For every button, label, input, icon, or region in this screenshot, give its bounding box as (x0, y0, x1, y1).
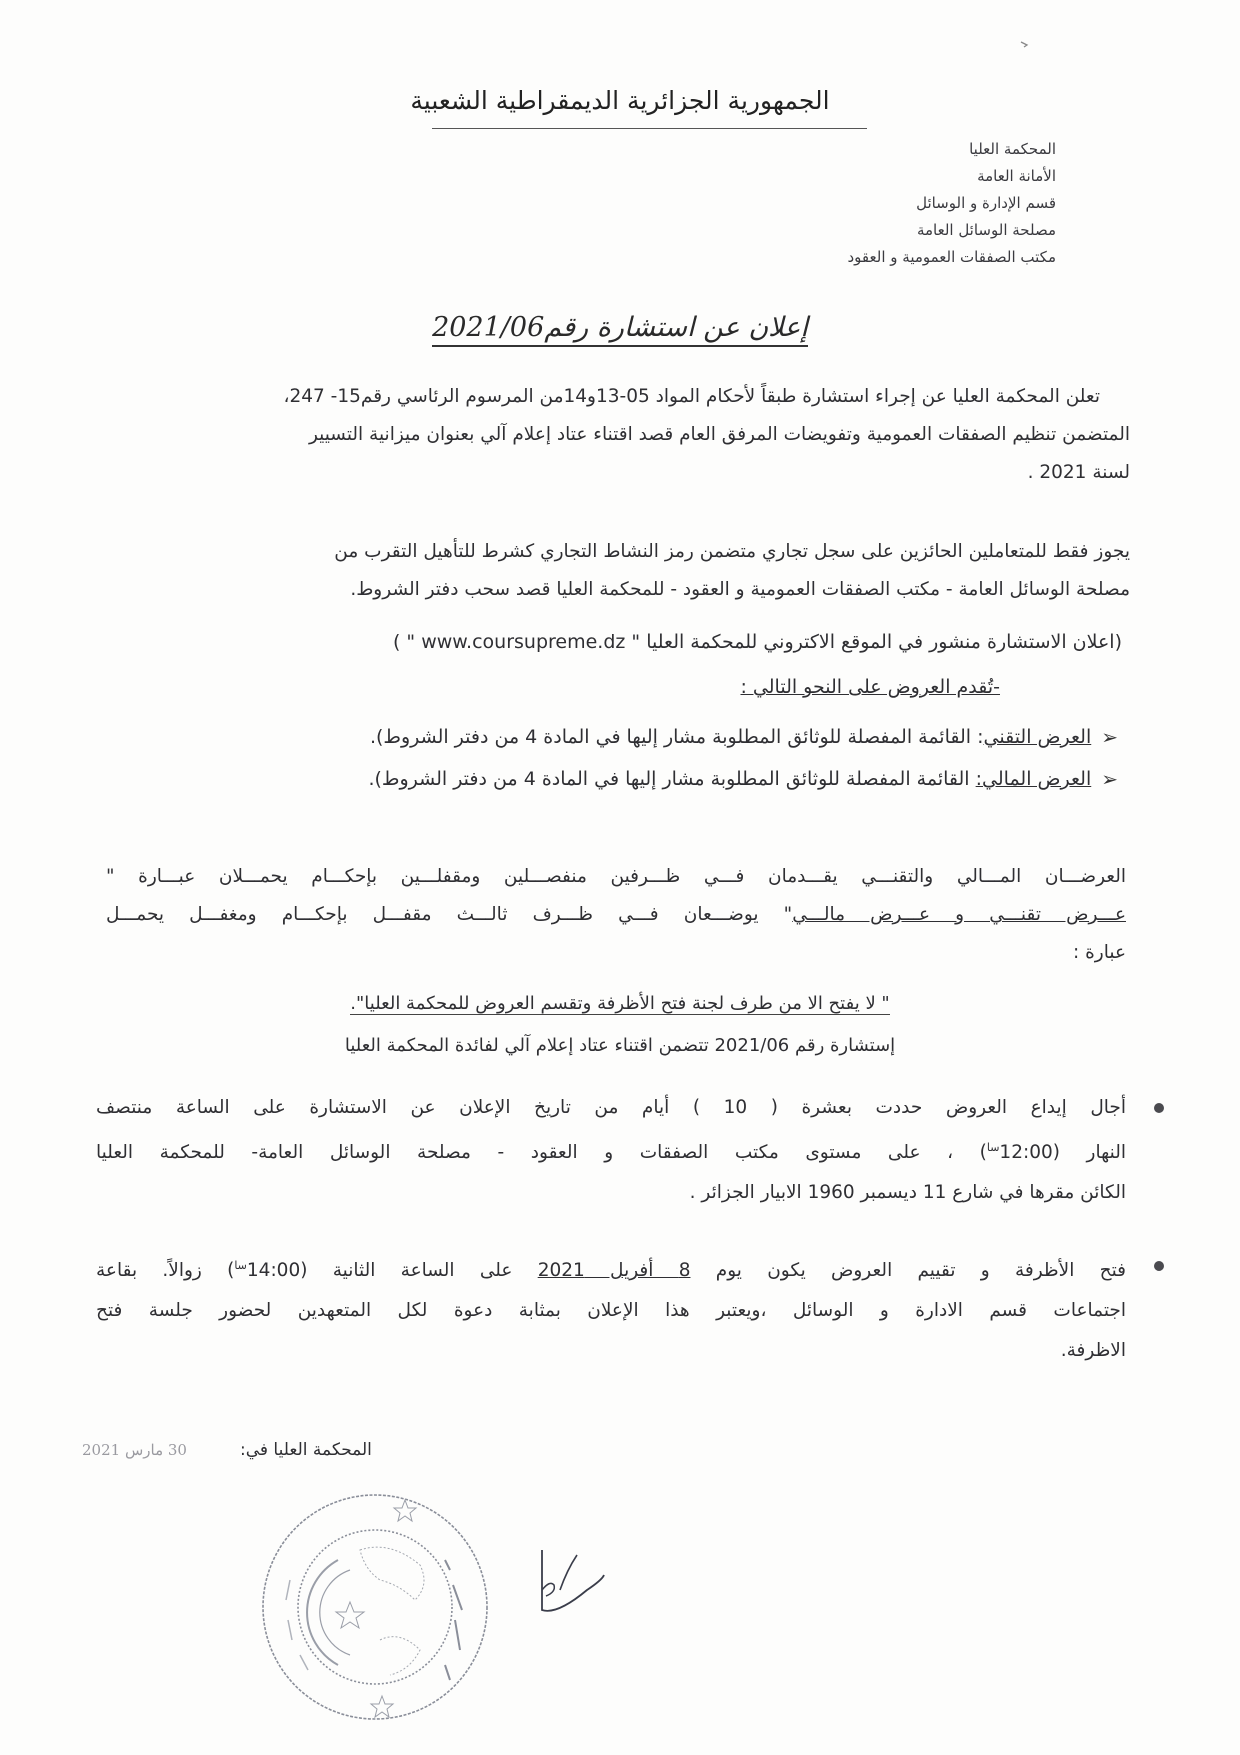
bullet-line (96, 1128, 1126, 1173)
paragraph-line (106, 896, 1126, 934)
offer-text: القائمة المفصلة للوثائق المطلوبة مشار إليها في المادة 4 من دفتر الشروط). (368, 768, 976, 790)
institution-line: مصلحة الوسائل العامة (916, 221, 1056, 239)
offer-text: : القائمة المفصلة للوثائق المطلوبة مشار إليها في المادة 4 من دفتر الشروط). (369, 726, 984, 748)
intro-paragraph (80, 378, 1130, 492)
paragraph-text: " يوضـــعان فـــي ظـــرف ثالـــث مقفـــل بإحكـــام ومغفـــل يحمـــل (106, 904, 793, 925)
envelope-paragraph (106, 858, 1126, 972)
offer-content (368, 768, 1091, 790)
arrow-bullet-icon: ➢ (1101, 767, 1118, 791)
bullet-text: النهار (12:00 (999, 1142, 1126, 1164)
bullet-line: أجال إيداع العروض حددت بعشرة ( 10 ) أيام من تاريخ الإعلان عن الاستشارة على الساعة منتصف (96, 1097, 1126, 1118)
paragraph-text: تعلن المحكمة العليا عن إجراء استشارة طبقاً لأحكام المواد 05-13و14من المرسوم الرئاسي رقم15- 247، (283, 386, 1100, 407)
bullet-text: على الساعة الثانية (14:00 (246, 1260, 538, 1282)
paragraph-line: يجوز فقط للمتعاملين الحائزين على سجل تجاري متضمن رمز النشاط التجاري كشرط للتأهيل التقرب من (334, 541, 1130, 562)
opening-bullet (96, 1246, 1126, 1371)
heading-underline (432, 128, 867, 129)
institution-line: مكتب الصفقات العمومية و العقود (847, 248, 1056, 266)
bullet-dot-icon (1154, 1103, 1164, 1113)
title-text: إعلان عن استشارة رقم2021/06 (432, 312, 808, 347)
institution-header (696, 136, 1056, 271)
bullet-text: فتح الأظرفة و تقييم العروض يكون يوم (690, 1260, 1126, 1282)
bullet-line: اجتماعات قسم الادارة و الوسائل ،ويعتبر هذا الإعلان بمثابة دعوة لكل المتعهدين لحضور جلسة فتح (96, 1300, 1126, 1322)
scan-mark (1020, 40, 1030, 48)
offer-label: العرض المالي: (975, 768, 1092, 790)
bullet-line: الكائن مقرها في شارع 11 ديسمبر 1960 الابيار الجزائر . (689, 1182, 1126, 1204)
arrow-bullet-icon: ➢ (1101, 725, 1118, 749)
paragraph-line: العرضـــان المـــالي والتقنـــي يقـــدمان فـــي ظـــرفين منفصـــلين ومقفلـــين بإحكـــام يحمـــلان عبـــارة " (106, 866, 1126, 887)
underlined-phrase: عـــرض تقنـــي و عـــرض مالـــي (792, 904, 1126, 925)
republic-heading: الجمهورية الجزائرية الديمقراطية الشعبية (410, 86, 830, 115)
paragraph-line: عبارة : (1073, 942, 1126, 963)
envelope-quote (0, 993, 1240, 1014)
offer-item-technical (370, 725, 1118, 749)
consultation-subtitle: إستشارة رقم 2021/06 تتضمن اقتناء عتاد إعلام آلي لفائدة المحكمة العليا (344, 1035, 896, 1056)
hour-abbrev: سا (234, 1259, 247, 1272)
signature-place-label: المحكمة العليا في: (240, 1440, 372, 1460)
quote-text: " لا يفتح الا من طرف لجنة فتح الأظرفة وتقسم العروض للمحكمة العليا". (350, 993, 890, 1014)
offer-content (370, 726, 1091, 748)
institution-line: المحكمة العليا (969, 140, 1056, 158)
paragraph-line: لسنة 2021 . (1027, 462, 1130, 483)
date-stamp: 30 مارس 2021 (82, 1441, 187, 1459)
bullet-line: الاظرفة. (1060, 1340, 1126, 1362)
bullet-dot-icon (1154, 1261, 1164, 1271)
hour-abbrev: سا (986, 1141, 1000, 1154)
offers-intro: -تُقدم العروض على النحو التالي : (740, 676, 1000, 698)
offer-item-financial (368, 767, 1118, 791)
bullet-text: ) زوالاً. بقاعة (96, 1260, 235, 1282)
signature-mark-icon (532, 1530, 612, 1620)
paragraph-line (80, 378, 1130, 416)
document-title (0, 312, 1240, 343)
paragraph-line: المتضمن تنظيم الصفقات العمومية وتفويضات المرفق العام قصد اقتناء عتاد إعلام آلي بعنوان ميزانية التسيير (308, 424, 1130, 445)
eligibility-paragraph (80, 533, 1130, 609)
deadline-bullet (96, 1088, 1126, 1213)
website-note: (اعلان الاستشارة منشور في الموقع الاكتروني للمحكمة العليا " www.coursupreme.dz " ) (392, 631, 1122, 653)
court-seal-icon (250, 1490, 500, 1725)
institution-line: قسم الإدارة و الوسائل (916, 194, 1056, 212)
bullet-text: ) ، على مستوى مكتب الصفقات و العقود - مصلحة الوسائل العامة- للمحكمة العليا (96, 1142, 987, 1164)
bullet-line (96, 1246, 1126, 1291)
paragraph-line: مصلحة الوسائل العامة - مكتب الصفقات العمومية و العقود - للمحكمة العليا قصد سحب دفتر الشروط. (350, 579, 1130, 600)
offer-label: العرض التقني (983, 726, 1092, 748)
opening-date: 8 أفريل 2021 (537, 1260, 691, 1282)
institution-line: الأمانة العامة (977, 167, 1056, 185)
